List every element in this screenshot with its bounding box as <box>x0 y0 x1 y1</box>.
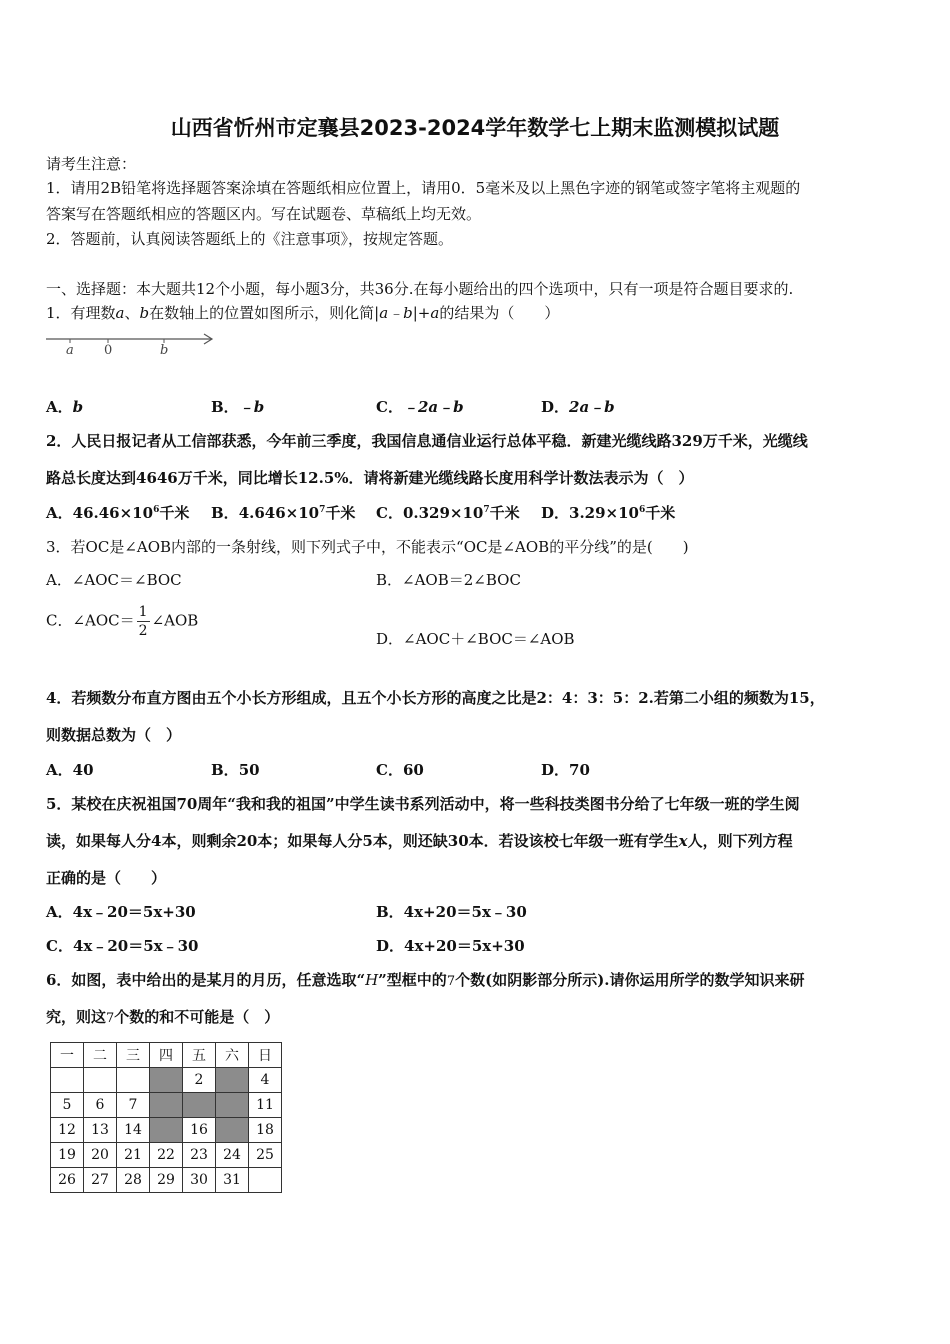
question-5-line-3: 正确的是（ ） <box>46 869 167 887</box>
calendar-header-cell: 三 <box>117 1043 150 1068</box>
calendar-day-cell: 31 <box>216 1168 249 1193</box>
calendar-day-cell: 2 <box>183 1068 216 1093</box>
calendar-shaded-cell <box>183 1093 216 1118</box>
calendar-shaded-cell <box>150 1093 183 1118</box>
q1-option-b[interactable]: B．﹣b <box>211 398 265 416</box>
calendar-header-cell: 一 <box>51 1043 84 1068</box>
calendar-day-cell: 11 <box>249 1093 282 1118</box>
q4-option-b[interactable]: B．50 <box>211 761 260 779</box>
question-4-line-1: 4．若频数分布直方图由五个小长方形组成，且五个小长方形的高度之比是2：4：3：5：2.若第二小组的频数为15， <box>46 689 825 707</box>
calendar-day-cell: 12 <box>51 1118 84 1143</box>
notice-heading: 请考生注意： <box>46 155 137 173</box>
calendar-day-cell: 7 <box>117 1093 150 1118</box>
question-2-line-2: 路总长度达到4646万千米，同比增长12.5%．请将新建光缆线路长度用科学计数法表示为（ ） <box>46 469 694 487</box>
section-heading: 一、选择题：本大题共12个小题，每小题3分，共36分.在每小题给出的四个选项中，只有一项是符合题目要求的. <box>46 280 794 298</box>
q2-option-c[interactable]: C．$0.329\times 10^7$千米 <box>376 504 520 522</box>
calendar-week-row <box>51 1093 282 1118</box>
page-title: 山西省忻州市定襄县2023-2024学年数学七上期末监测模拟试题 <box>170 116 780 140</box>
calendar-week-row <box>51 1068 282 1093</box>
calendar-day-cell: 29 <box>150 1168 183 1193</box>
calendar-day-cell: 23 <box>183 1143 216 1168</box>
calendar-shaded-cell <box>150 1118 183 1143</box>
calendar-day-cell <box>84 1068 117 1093</box>
calendar-day-cell <box>117 1068 150 1093</box>
question-6-line-1: 6．如图，表中给出的是某月的月历，任意选取“H”型框中的7个数(如阴影部分所示).请你运用所学的数学知识来研 <box>46 971 805 989</box>
q5-option-b[interactable]: B．4x+20＝5x﹣30 <box>376 903 527 921</box>
calendar-day-cell: 4 <box>249 1068 282 1093</box>
calendar-week-row <box>51 1118 282 1143</box>
number-line-label-0: 0 <box>104 343 113 358</box>
calendar-header-row <box>51 1043 282 1068</box>
calendar-day-cell: 21 <box>117 1143 150 1168</box>
q1-option-c[interactable]: C．﹣2a﹣b <box>376 398 464 416</box>
q2-option-a[interactable]: A．$46.46\times 10^6$千米 <box>46 504 190 522</box>
q3-option-b[interactable]: B．∠AOB＝2∠BOC <box>376 571 521 589</box>
question-4-line-2: 则数据总数为（ ） <box>46 726 182 744</box>
calendar-day-cell: 19 <box>51 1143 84 1168</box>
calendar-day-cell: 16 <box>183 1118 216 1143</box>
calendar-day-cell: 6 <box>84 1093 117 1118</box>
q4-option-c[interactable]: C．60 <box>376 761 424 779</box>
q3-option-c[interactable]: C．∠AOC＝ $\frac{1}{2}$ ∠AOB <box>46 604 199 639</box>
number-line-label-b: b <box>160 343 169 358</box>
calendar-shaded-cell <box>216 1093 249 1118</box>
calendar-week-row <box>51 1168 282 1193</box>
question-2-line-1: 2．人民日报记者从工信部获悉，今年前三季度，我国信息通信业运行总体平稳．新建光缆线路329万千米，光缆线 <box>46 432 808 450</box>
question-5-line-2: 读，如果每人分4本，则剩余20本；如果每人分5本，则还缺30本．若设该校七年级一班有学生x人，则下列方程 <box>46 832 793 850</box>
calendar-day-cell: 13 <box>84 1118 117 1143</box>
q5-option-a[interactable]: A．4x﹣20＝5x+30 <box>46 903 196 921</box>
calendar-day-cell: 30 <box>183 1168 216 1193</box>
calendar-day-cell <box>51 1068 84 1093</box>
q1-option-d[interactable]: D．2a﹣b <box>541 398 615 416</box>
q5-option-c[interactable]: C．4x﹣20＝5x﹣30 <box>46 937 199 955</box>
calendar-shaded-cell <box>216 1068 249 1093</box>
calendar-header-cell: 四 <box>150 1043 183 1068</box>
q5-option-d[interactable]: D．4x+20＝5x+30 <box>376 937 525 955</box>
question-5-line-1: 5．某校在庆祝祖国70周年“我和我的祖国”中学生读书系列活动中，将一些科技类图书分给了七年级一班的学生阅 <box>46 795 800 813</box>
calendar-day-cell: 26 <box>51 1168 84 1193</box>
q4-option-d[interactable]: D．70 <box>541 761 590 779</box>
fraction-one-half: $\frac{1}{2}$ <box>138 604 148 639</box>
calendar-shaded-cell <box>216 1118 249 1143</box>
notice-line-1a: 1．请用2B铅笔将选择题答案涂填在答题纸相应位置上，请用0．5毫米及以上黑色字迹的钢笔或签字笔将主观题的 <box>46 179 801 197</box>
calendar-header-cell: 六 <box>216 1043 249 1068</box>
calendar-week-row <box>51 1143 282 1168</box>
question-1-stem: 1．有理数a、b在数轴上的位置如图所示，则化简|a﹣b|+a的结果为（ ） <box>46 304 560 322</box>
number-line <box>44 330 219 360</box>
calendar-header-cell: 日 <box>249 1043 282 1068</box>
q4-option-a[interactable]: A．40 <box>46 761 94 779</box>
q3-option-d[interactable]: D．∠AOC＋∠BOC＝∠AOB <box>376 630 575 648</box>
q1-option-a[interactable]: A．b <box>46 398 84 416</box>
calendar-day-cell: 5 <box>51 1093 84 1118</box>
calendar-header-cell: 五 <box>183 1043 216 1068</box>
notice-line-1b: 答案写在答题纸相应的答题区内。写在试题卷、草稿纸上均无效。 <box>46 205 482 223</box>
calendar-day-cell <box>249 1168 282 1193</box>
q3-option-a[interactable]: A．∠AOC＝∠BOC <box>46 571 182 589</box>
calendar-day-cell: 14 <box>117 1118 150 1143</box>
calendar-header-cell: 二 <box>84 1043 117 1068</box>
notice-line-2: 2．答题前，认真阅读答题纸上的《注意事项》，按规定答题。 <box>46 230 454 248</box>
calendar-day-cell: 22 <box>150 1143 183 1168</box>
calendar-shaded-cell <box>150 1068 183 1093</box>
q2-option-d[interactable]: D．$3.29\times 10^6$千米 <box>541 504 676 522</box>
calendar-day-cell: 28 <box>117 1168 150 1193</box>
question-6-line-2: 究，则这7个数的和不可能是（ ） <box>46 1008 280 1026</box>
number-line-label-a: a <box>66 343 74 358</box>
calendar-day-cell: 25 <box>249 1143 282 1168</box>
calendar-day-cell: 18 <box>249 1118 282 1143</box>
calendar-table <box>50 1042 282 1193</box>
calendar-day-cell: 24 <box>216 1143 249 1168</box>
question-3-stem: 3．若OC是∠AOB内部的一条射线，则下列式子中，不能表示“OC是∠AOB的平分线”的是( ) <box>46 538 689 556</box>
calendar-day-cell: 20 <box>84 1143 117 1168</box>
calendar-day-cell: 27 <box>84 1168 117 1193</box>
q2-option-b[interactable]: B．$4.646\times 10^7$千米 <box>211 504 356 522</box>
